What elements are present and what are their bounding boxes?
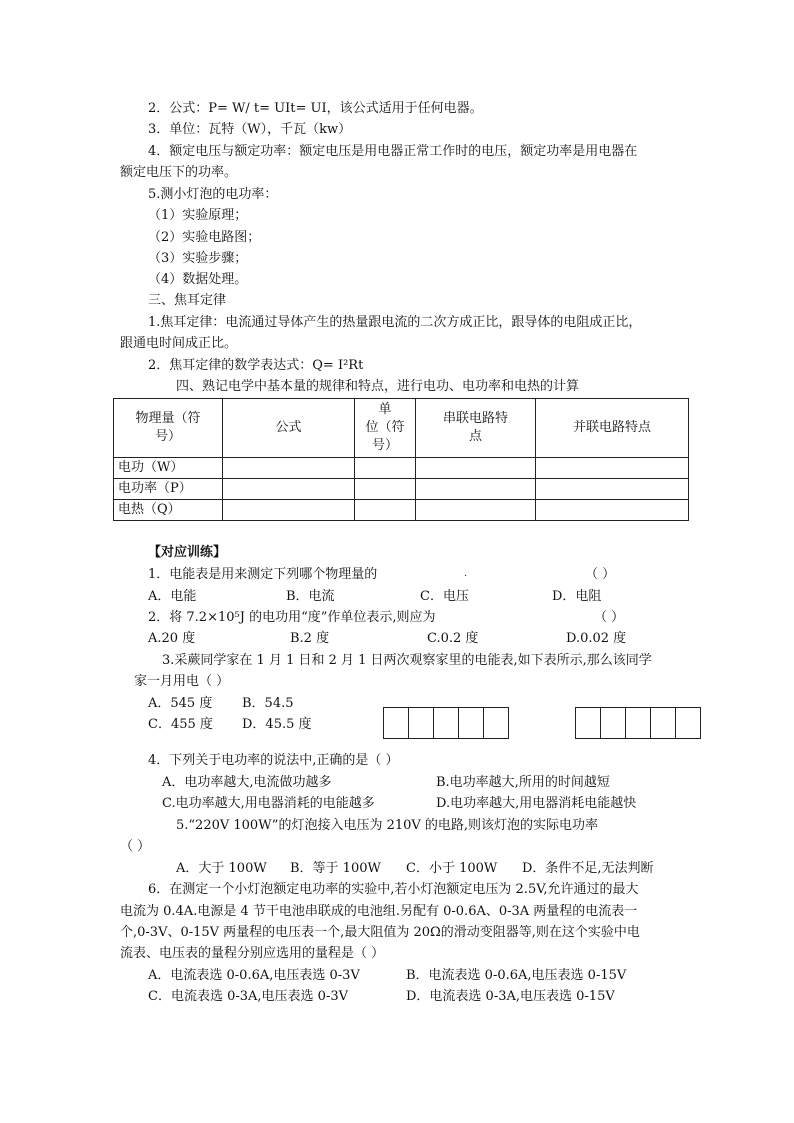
question-3-line-1: 3.采蕨同学家在 1 月 1 日和 2 月 1 日两次观察家里的电能表,如下表所示,那么该同学 xyxy=(162,653,652,668)
q2-option-b: B.2 度 xyxy=(290,631,330,646)
section-heading-calc: 四、熟记电学中基本量的规律和特点，进行电功、电功率和电热的计算 xyxy=(176,379,580,394)
meter-digit-box xyxy=(651,708,676,738)
text-formula: 2．公式：P= W/ t= UIt= UI，该公式适用于任何电器。 xyxy=(148,101,483,116)
question-3-line-2: 家一月用电（ ） xyxy=(134,674,230,689)
meter-digit-box xyxy=(484,708,508,738)
text-measure: 5.测小灯泡的电功率： xyxy=(148,187,278,202)
q1-option-c: C．电压 xyxy=(420,589,469,604)
text-joule-1: 1.焦耳定律：电流通过导体产生的热量跟电流的二次方成正比，跟导体的电阻成正比， xyxy=(148,315,642,330)
q4-option-c: C.电功率越大,用电器消耗的电能越多 xyxy=(162,796,375,811)
table-cell xyxy=(416,500,536,521)
q1-option-b: B．电流 xyxy=(286,589,335,604)
row-label-power: 电功率（P） xyxy=(114,479,223,500)
table-cell xyxy=(536,500,689,521)
q5-option-d: D．条件不足,无法判断 xyxy=(522,861,654,876)
meter-reading-jan xyxy=(383,707,509,739)
header-series: 串联电路特 点 xyxy=(416,399,536,458)
meter-reading-feb xyxy=(575,707,701,739)
table-cell xyxy=(416,479,536,500)
practice-title: 【对应训练】 xyxy=(148,545,227,560)
question-6-line-4: 流表、电压表的量程分别应选用的量程是（ ） xyxy=(120,946,385,961)
text-unit: 3．单位：瓦特（W），千瓦（kw） xyxy=(148,122,352,137)
question-2: 2．将 7.2×10⁵J 的电功用“度”作单位表示,则应为 xyxy=(148,610,436,625)
meter-digit-box xyxy=(459,708,484,738)
meter-digit-box xyxy=(409,708,434,738)
table-cell xyxy=(416,458,536,479)
table-cell xyxy=(536,479,689,500)
q4-option-a: A．电功率越大,电流做功越多 xyxy=(162,775,332,790)
text-step-1: （1）实验原理； xyxy=(148,208,248,223)
row-label-work: 电功（W） xyxy=(114,458,223,479)
q4-option-d: D.电功率越大,用电器消耗电能越快 xyxy=(436,796,637,811)
section-heading-joule: 三、焦耳定律 xyxy=(148,293,227,308)
header-formula: 公式 xyxy=(223,399,355,458)
question-1-blank: （ ） xyxy=(585,567,616,582)
q4-option-b: B.电功率越大,所用的时间越短 xyxy=(436,775,610,790)
question-4: 4．下列关于电功率的说法中,正确的是（ ） xyxy=(148,753,399,768)
text-joule-2: 跟通电时间成正比。 xyxy=(120,336,238,351)
q5-option-b: B．等于 100W xyxy=(290,861,381,876)
header-quantity: 物理量（符 号） xyxy=(114,399,223,458)
q2-option-d: D.0.02 度 xyxy=(566,631,627,646)
q3-option-b: B．54.5 xyxy=(242,696,294,711)
text-joule-formula: 2．焦耳定律的数学表达式：Q= I²Rt xyxy=(148,358,364,373)
text-step-3: （3）实验步骤； xyxy=(148,251,248,266)
row-label-heat: 电热（Q） xyxy=(114,500,223,521)
question-1: 1．电能表是用来测定下列哪个物理量的 xyxy=(148,567,378,582)
quantity-table xyxy=(113,398,689,521)
question-6-line-1: 6．在测定一个小灯泡额定电功率的实验中,若小灯泡额定电压为 2.5V,允许通过的最大 xyxy=(148,882,639,897)
q1-option-d: D．电阻 xyxy=(552,589,602,604)
table-cell xyxy=(355,500,416,521)
table-cell xyxy=(223,458,355,479)
q3-option-a: A．545 度 xyxy=(148,696,213,711)
table-cell xyxy=(223,479,355,500)
q1-option-a: A．电能 xyxy=(148,589,197,604)
q6-option-a: A．电流表选 0-0.6A,电压表选 0-3V xyxy=(148,968,360,983)
table-cell xyxy=(355,479,416,500)
text-step-4: （4）数据处理。 xyxy=(148,272,248,287)
text-step-2: （2）实验电路图； xyxy=(148,230,261,245)
q2-option-a: A.20 度 xyxy=(148,631,196,646)
q2-option-c: C.0.2 度 xyxy=(427,631,479,646)
q5-option-a: A．大于 100W xyxy=(176,861,267,876)
text-rated-1: 4．额定电压与额定功率：额定电压是用电器正常工作时的电压，额定功率是用电器在 xyxy=(148,144,638,159)
q6-option-b: B．电流表选 0-0.6A,电压表选 0-15V xyxy=(406,968,627,983)
meter-digit-box xyxy=(626,708,651,738)
question-2-blank: （ ） xyxy=(594,610,625,625)
meter-digit-box xyxy=(601,708,626,738)
q5-option-c: C．小于 100W xyxy=(406,861,498,876)
meter-digit-box xyxy=(676,708,700,738)
meter-digit-box xyxy=(434,708,459,738)
dot-mark: . xyxy=(464,568,468,579)
text-rated-2: 额定电压下的功率。 xyxy=(120,165,238,180)
table-cell xyxy=(536,458,689,479)
header-unit: 单 位（符 号） xyxy=(355,399,416,458)
q6-option-d: D．电流表选 0-3A,电压表选 0-15V xyxy=(406,989,615,1004)
question-5: 5.“220V 100W”的灯泡接入电压为 210V 的电路,则该灯泡的实际电功率 xyxy=(176,818,599,833)
q3-option-c: C．455 度 xyxy=(148,717,213,732)
q3-option-d: D．45.5 度 xyxy=(242,717,312,732)
question-6-line-3: 个,0-3V、0-15V 两量程的电压表一个,最大阻值为 20Ω的滑动变阻器等,则在这个实验中电 xyxy=(120,925,640,940)
header-parallel: 并联电路特点 xyxy=(536,399,689,458)
meter-digit-box xyxy=(576,708,601,738)
question-5-blank: （ ） xyxy=(120,839,151,854)
table-cell xyxy=(355,458,416,479)
q6-option-c: C．电流表选 0-3A,电压表选 0-3V xyxy=(148,989,348,1004)
table-cell xyxy=(223,500,355,521)
question-6-line-2: 电流为 0.4A.电源是 4 节干电池串联成的电池组.另配有 0-0.6A、0-3A 两量程的电流表一 xyxy=(120,904,638,919)
meter-digit-box xyxy=(384,708,409,738)
